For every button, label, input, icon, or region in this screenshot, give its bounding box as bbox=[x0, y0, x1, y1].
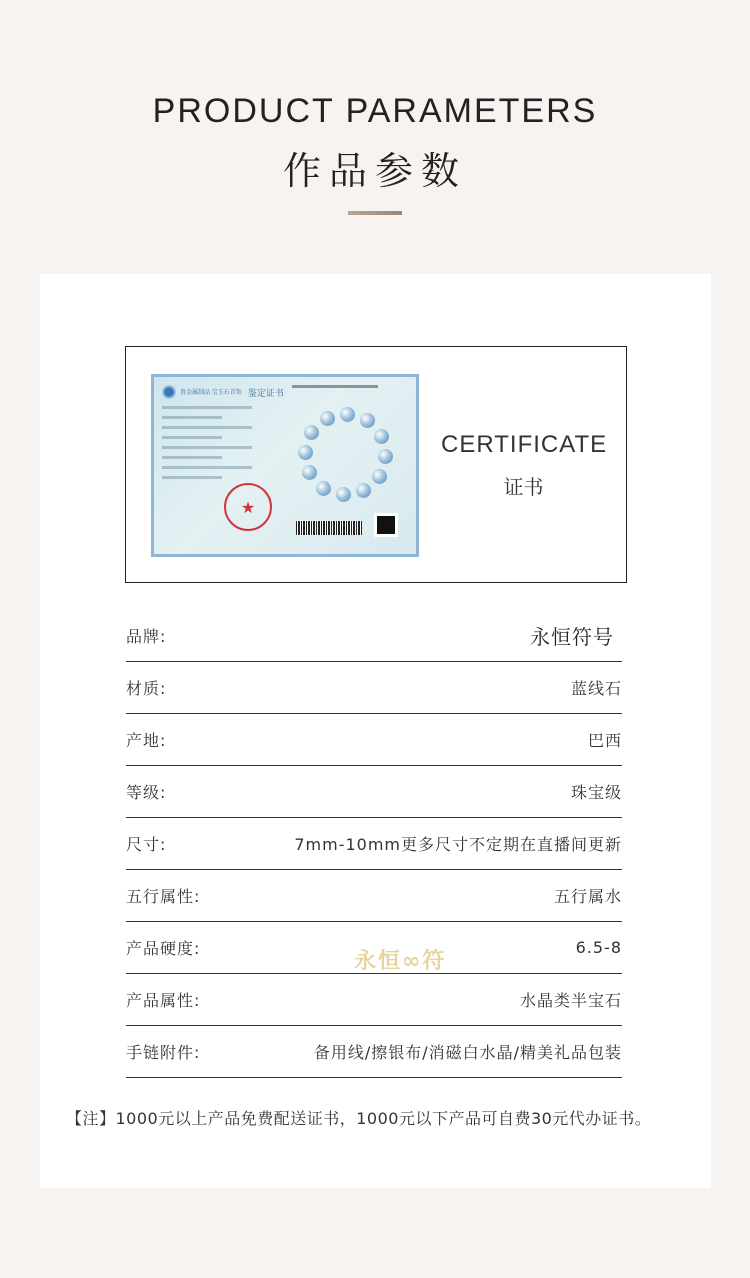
certificate-institution: 贵金属制品 宝玉石首饰 bbox=[180, 388, 242, 396]
certificate-field-line bbox=[162, 476, 222, 479]
certificate-field-line bbox=[162, 416, 222, 419]
param-label: 品牌: bbox=[126, 627, 167, 646]
certificate-field-line bbox=[162, 406, 252, 409]
certificate-right-page bbox=[292, 385, 410, 545]
param-value: 巴西 bbox=[587, 731, 622, 750]
bead bbox=[340, 407, 355, 422]
certificate-caption-english: CERTIFICATE bbox=[441, 431, 608, 458]
certificate-field-line bbox=[162, 426, 252, 429]
parameters-card bbox=[40, 274, 711, 1188]
certificate-caption-chinese: 证书 bbox=[503, 475, 544, 499]
param-value: 7mm-10mm更多尺寸不定期在直播间更新 bbox=[294, 835, 622, 854]
certificate-left-page bbox=[162, 385, 284, 545]
param-label: 产品硬度: bbox=[126, 939, 201, 958]
certificate-note: 【注】1000元以上产品免费配送证书，1000元以下产品可自费30元代办证书。 bbox=[66, 1109, 652, 1128]
param-label: 等级: bbox=[126, 783, 167, 802]
bead bbox=[320, 411, 335, 426]
param-label: 产品属性: bbox=[126, 991, 201, 1010]
param-value: 备用线/擦银布/消磁白水晶/精美礼品包装 bbox=[313, 1043, 622, 1062]
param-row-accessories bbox=[126, 1026, 622, 1078]
param-value: 水晶类半宝石 bbox=[519, 991, 622, 1010]
parameter-table bbox=[126, 610, 622, 1078]
title-divider bbox=[348, 211, 402, 215]
certificate-field-line bbox=[162, 466, 252, 469]
qr-code-icon bbox=[374, 513, 398, 537]
certificate-header bbox=[162, 385, 284, 399]
param-value: 永恒符号 bbox=[530, 625, 614, 649]
bead bbox=[304, 425, 319, 440]
bead bbox=[302, 465, 317, 480]
institution-logo-icon bbox=[162, 385, 176, 399]
param-row-grade bbox=[126, 766, 622, 818]
param-label: 尺寸: bbox=[126, 835, 167, 854]
bead bbox=[372, 469, 387, 484]
bead bbox=[374, 429, 389, 444]
param-row-size bbox=[126, 818, 622, 870]
bead bbox=[378, 449, 393, 464]
bracelet-photo bbox=[298, 405, 398, 505]
certificate-frame bbox=[125, 346, 627, 583]
bead bbox=[360, 413, 375, 428]
certificate-fields bbox=[162, 406, 284, 479]
star-seal-icon: ★ bbox=[224, 483, 272, 531]
param-row-five-elements bbox=[126, 870, 622, 922]
barcode bbox=[296, 521, 362, 535]
param-row-material bbox=[126, 662, 622, 714]
bead bbox=[298, 445, 313, 460]
param-label: 五行属性: bbox=[126, 887, 201, 906]
param-value: 五行属水 bbox=[553, 887, 622, 906]
bead bbox=[336, 487, 351, 502]
certificate-field-line bbox=[162, 436, 222, 439]
title-english: PRODUCT PARAMETERS bbox=[152, 92, 598, 130]
certificate-number-line bbox=[292, 385, 378, 388]
param-label: 产地: bbox=[126, 731, 167, 750]
bead bbox=[316, 481, 331, 496]
certificate-image[interactable] bbox=[151, 374, 419, 557]
certificate-tag: 鉴定证书 bbox=[247, 388, 284, 399]
brand-watermark: 永恒∞符 bbox=[354, 949, 447, 974]
param-row-brand bbox=[126, 610, 622, 662]
certificate-field-line bbox=[162, 456, 222, 459]
param-row-attribute bbox=[126, 974, 622, 1026]
param-label: 材质: bbox=[126, 679, 167, 698]
certificate-field-line bbox=[162, 446, 252, 449]
bead bbox=[356, 483, 371, 498]
param-label: 手链附件: bbox=[126, 1043, 201, 1062]
param-value: 蓝线石 bbox=[570, 679, 622, 698]
param-value: 珠宝级 bbox=[570, 783, 622, 802]
param-row-origin bbox=[126, 714, 622, 766]
param-value: 6.5-8 bbox=[575, 938, 622, 957]
title-chinese: 作品参数 bbox=[282, 149, 467, 193]
